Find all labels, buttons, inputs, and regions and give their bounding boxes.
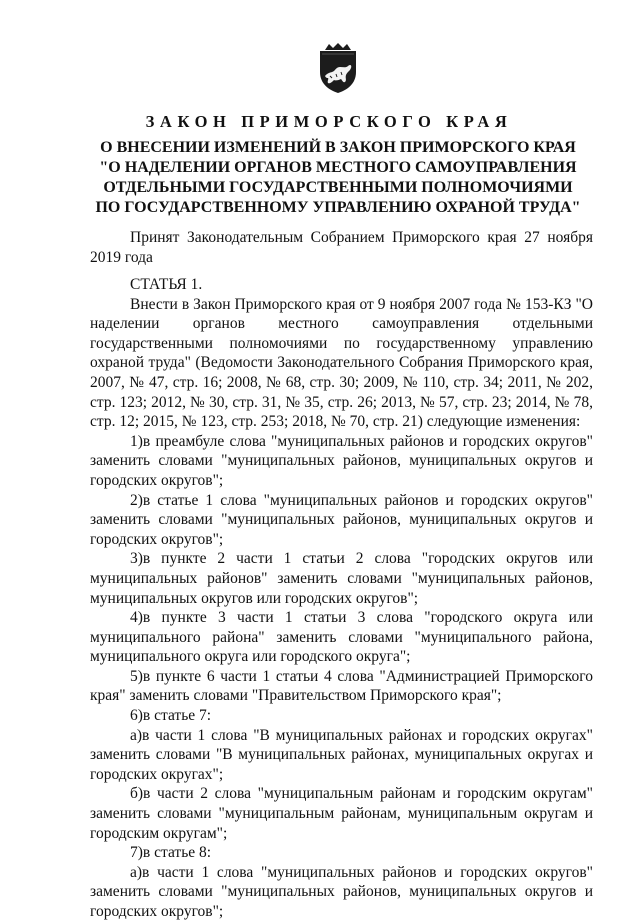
paragraph: 7)в статье 8: — [130, 844, 212, 862]
paragraph: б)в части 2 слова "муниципальным районам и городским округам" заменить словами "муниципальным районам, муниципальным округам и городским округам"; — [90, 785, 593, 842]
paragraph: а)в части 1 слова "В муниципальных районах и городских округах" заменить словами "В муниципальных районах, муниципальных округах и городских округах"; — [90, 726, 593, 783]
subtitle-line: ПО ГОСУДАРСТВЕННОМУ УПРАВЛЕНИЮ ОХРАНОЙ ТРУДА" — [95, 199, 581, 216]
article-heading: СТАТЬЯ 1. — [130, 276, 203, 293]
coat-of-arms-icon — [316, 42, 360, 94]
article-body — [90, 275, 593, 922]
paragraph: 2)в статье 1 слова "муниципальных районов и городских округов" заменить словами "муниципальных районов, муниципальных округов и городских округов"; — [90, 491, 593, 548]
paragraph: 6)в статье 7: — [130, 707, 212, 725]
adoption-note — [90, 228, 593, 267]
paragraph: 4)в пункте 3 части 1 статьи 3 слова "городского округа или муниципального района" заменить словами "муниципального района, муниципального округа или городского округа"; — [90, 609, 593, 666]
paragraph: а)в части 1 слова "муниципальных районов и городских округов" заменить словами "муниципальных районов, муниципальных округов и городских округов"; — [90, 863, 593, 920]
adoption-text: Принят Законодательным Собранием Приморского края 27 ноября 2019 года — [90, 229, 593, 266]
subtitle-line: О ВНЕСЕНИИ ИЗМЕНЕНИЙ В ЗАКОН ПРИМОРСКОГО КРАЯ — [100, 139, 576, 156]
law-subtitle — [60, 138, 616, 218]
paragraph: 5)в пункте 6 части 1 статьи 4 слова "Администрацией Приморского края" заменить словами "Правительством Приморского края"; — [90, 667, 593, 705]
paragraph: 1)в преамбуле слова "муниципальных районов и городских округов" заменить словами "муниципальных районов, муниципальных округов и городских округов"; — [90, 432, 593, 489]
subtitle-line: "О НАДЕЛЕНИИ ОРГАНОВ МЕСТНОГО САМОУПРАВЛЕНИЯ — [99, 159, 577, 176]
law-title: ЗАКОН ПРИМОРСКОГО КРАЯ — [145, 112, 513, 131]
paragraph: Внести в Закон Приморского края от 9 ноября 2007 года № 153-КЗ "О наделении органов местного самоуправления отдельными государственными полномочиями по государственному управлению охраной труда" (Ведомости Законодательного Собрания Приморского края, 2007, № 47, стр. 16; 2008, № 68, стр. 30; 2009, № 110, стр. 34; 2011, № 202, стр. 123; 2012, № 30, стр. 31, № 35, стр. 26; 2013, № 57, стр. 23; 2014, № 78, стр. 12; 2015, № 123, стр. 253; 2018, № 70, стр. 21) следующие изменения: — [90, 295, 593, 431]
subtitle-line: ОТДЕЛЬНЫМИ ГОСУДАРСТВЕННЫМИ ПОЛНОМОЧИЯМИ — [103, 179, 573, 196]
paragraph: 3)в пункте 2 части 1 статьи 2 слова "городских округов или муниципальных районов" заменить словами "муниципальных районов, муниципальных округов или городских округов"; — [90, 550, 593, 607]
